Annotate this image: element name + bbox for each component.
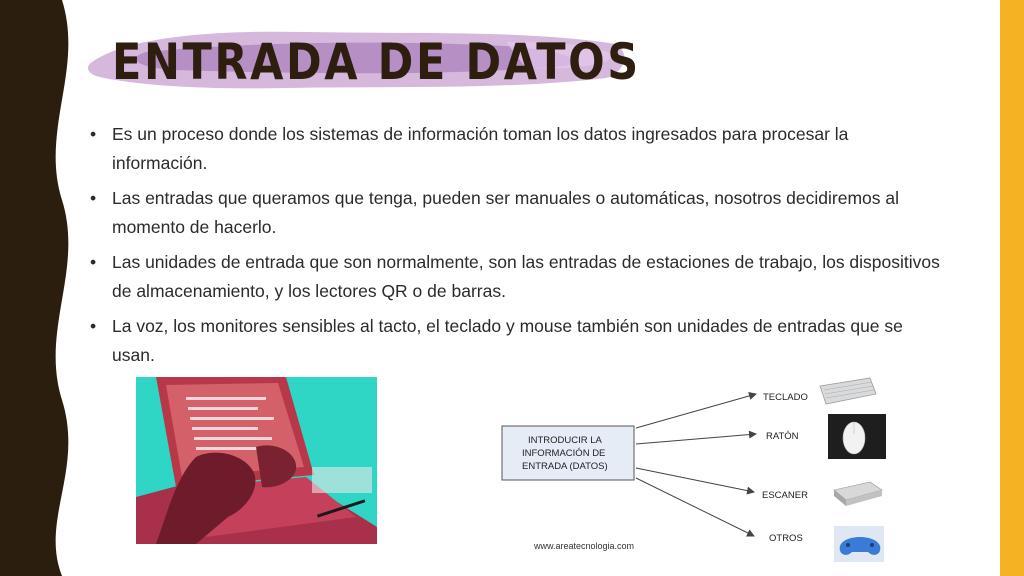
bullet-item (90, 120, 940, 178)
left-wavy-band (0, 0, 80, 576)
bullet-text: La voz, los monitores sensibles al tacto, el teclado y mouse también son unidades de entradas que se usan. (112, 316, 903, 365)
bullet-list (90, 120, 940, 376)
source-box-line: INTRODUCIR LA (528, 435, 602, 446)
bullet-item (90, 312, 940, 370)
scanner-icon (834, 482, 882, 506)
arrow-to-raton (636, 434, 756, 444)
keyboard-icon (820, 378, 876, 404)
mouse-icon (828, 414, 886, 459)
laptop-typing-photo (136, 377, 377, 544)
source-box-line: INFORMACIÓN DE (522, 448, 606, 459)
input-devices-diagram (498, 372, 906, 566)
bullet-text: Las entradas que queramos que tenga, pueden ser manuales o automáticas, nosotros decidiremos al momento de hacerlo. (112, 188, 900, 237)
target-label-escaner: ESCANER (762, 490, 808, 501)
right-accent-band (1000, 0, 1024, 576)
target-label-otros: OTROS (769, 533, 803, 544)
arrow-to-otros (636, 478, 754, 536)
bullet-symbol: • (90, 252, 97, 272)
arrow-to-escaner (636, 468, 754, 492)
gamepad-icon (834, 526, 884, 562)
source-box (502, 426, 634, 480)
bullet-symbol: • (90, 124, 97, 144)
slide-title: ENTRADA DE DATOS (112, 33, 641, 91)
source-box-line: ENTRADA (DATOS) (522, 461, 608, 472)
bullet-text: Las unidades de entrada que son normalmente, son las entradas de estaciones de trabajo, los dispositivos de almacenamiento, y los lectores QR o de barras. (112, 252, 940, 301)
target-label-teclado: TECLADO (763, 392, 808, 403)
bullet-text: Es un proceso donde los sistemas de información toman los datos ingresados para procesar la información. (112, 124, 849, 173)
bullet-symbol: • (90, 188, 97, 208)
bullet-item (90, 184, 940, 242)
source-credit: www.areatecnologia.com (534, 541, 635, 551)
arrow-to-teclado (636, 394, 756, 428)
target-label-raton: RATÓN (766, 431, 799, 442)
bullet-symbol: • (90, 316, 97, 336)
bullet-item (90, 248, 940, 306)
